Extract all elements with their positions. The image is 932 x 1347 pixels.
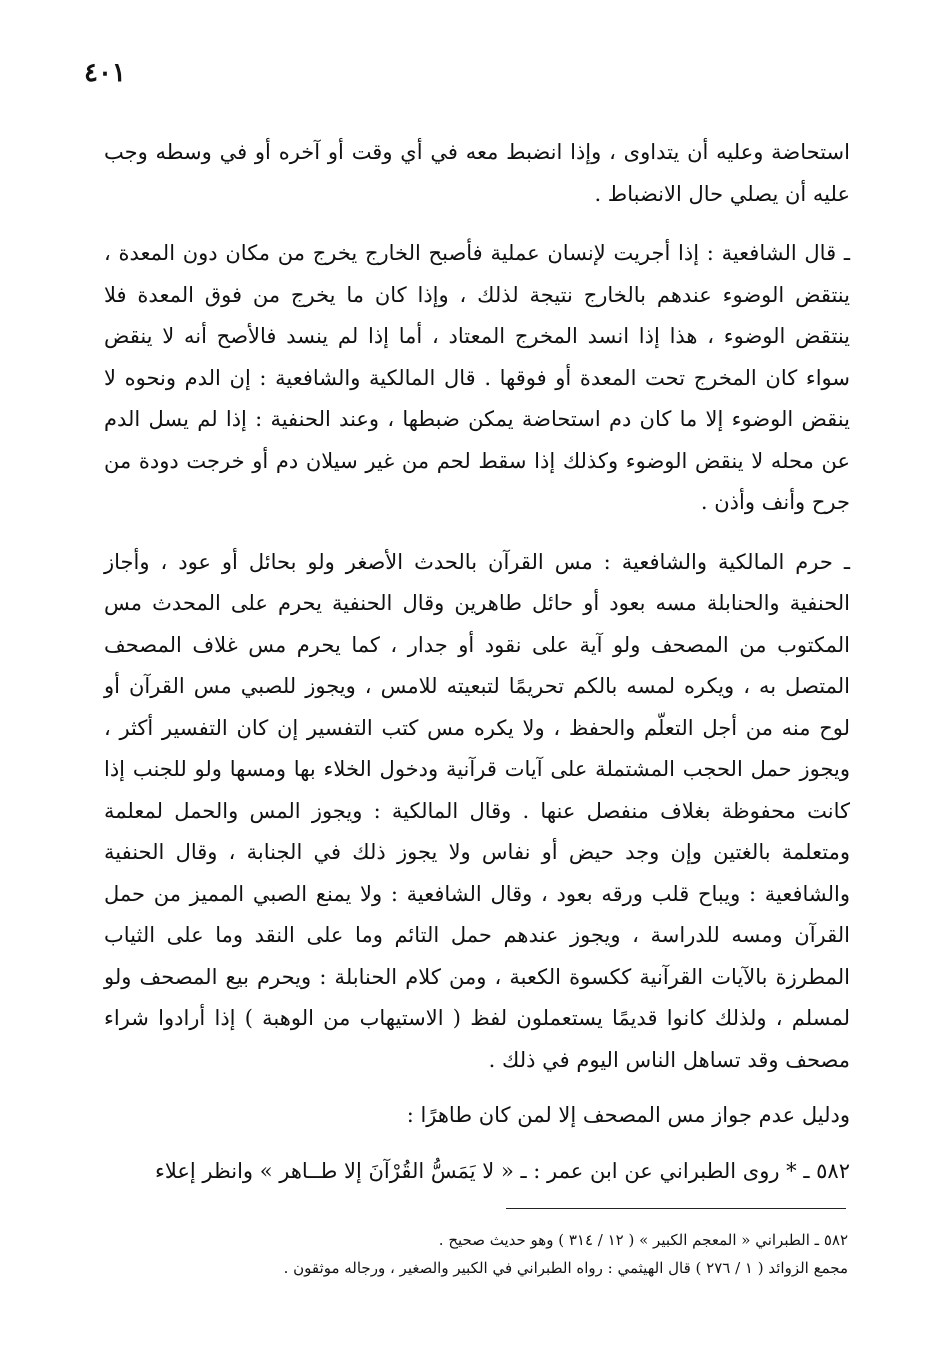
footnote-2: مجمع الزوائد ( ١ / ٢٧٦ ) قال الهيثمي : رواه الطبراني في الكبير والصغير ، ورجاله موثقون . [283, 1259, 848, 1277]
main-text [104, 132, 850, 1192]
paragraph-1: استحاضة وعليه أن يتداوى ، وإذا انضبط معه في أي وقت أو آخره أو في وسطه وجب عليه أن يصلي حال الانضباط . [104, 140, 850, 206]
paragraph-4: ودليل عدم جواز مس المصحف إلا لمن كان طاهرًا : [406, 1103, 850, 1127]
footnote-1: ٥٨٢ ـ الطبراني « المعجم الكبير » ( ١٢ / ٣١٤ ) وهو حديث صحيح . [438, 1231, 848, 1249]
hadith-582: ٥٨٢ ـ * روى الطبراني عن ابن عمر : ـ « لا يَمَسُّ القُرْآنَ إلا طــاهر » وانظر إعلاء [154, 1158, 850, 1183]
footnotes [240, 1226, 848, 1282]
page-number: ٤٠١ [84, 58, 126, 88]
paragraph-3: ـ حرم المالكية والشافعية : مس القرآن بالحدث الأصغر ولو بحائل أو عود ، وأجاز الحنفية والحنابلة مسه بعود أو حائل طاهرين وقال الحنفية يحرم على المحدث مس المكتوب من المصحف ولو آية على نقود أو جدار ، كما يحرم مس غلاف المصحف المتصل به ، ويكره لمسه بالكم تحريمًا لتبعيته للامس ، ويجوز للصبي مس القرآن أو لوح منه من أجل التعلّم والحفظ ، ولا يكره مس كتب التفسير إن كان التفسير أكثر ، ويجوز حمل الحجب المشتملة على آيات قرآنية ودخول الخلاء بها ومسها ولو للجنب إذا كانت محفوظة بغلاف منفصل عنها . وقال المالكية : ويجوز المس والحمل لمعلمة ومتعلمة بالغتين وإن وجد حيض أو نفاس ولا يجوز ذلك في الجنابة ، وقال الحنفية والشافعية : ويباح قلب ورقه بعود ، وقال الشافعية : ولا يمنع الصبي المميز من حمل القرآن ومسه للدراسة ، ويجوز عندهم حمل التائم وما على النقد وما على الثياب المطرزة بالآيات القرآنية ككسوة الكعبة ، ومن كلام الحنابلة : ويحرم بيع المصحف ولو لمسلم ، ولذلك كانوا قديمًا يستعملون لفظ ( الاستيهاب من الوهبة ) إذا أرادوا شراء مصحف وقد تساهل الناس اليوم في ذلك . [104, 549, 850, 1072]
footnote-divider [506, 1208, 846, 1209]
paragraph-2: ـ قال الشافعية : إذا أجريت لإنسان عملية فأصبح الخارج يخرج من مكان دون المعدة ، ينتقض الوضوء عندهم بالخارج نتيجة لذلك ، وإذا كان ما يخرج من فوق المعدة فلا ينتقض الوضوء ، هذا إذا انسد المخرج المعتاد ، أما إذا لم ينسد فالأصح أنه لا ينقض سواء كان المخرج تحت المعدة أو فوقها . قال المالكية والشافعية : إن الدم ونحوه لا ينقض الوضوء إلا ما كان دم استحاضة يمكن ضبطها ، وعند الحنفية : إذا لم يسل الدم عن محله لا ينقض الوضوء وكذلك إذا سقط لحم من غير سيلان دم أو خرجت دودة من جرح وأنف وأذن . [104, 241, 850, 514]
